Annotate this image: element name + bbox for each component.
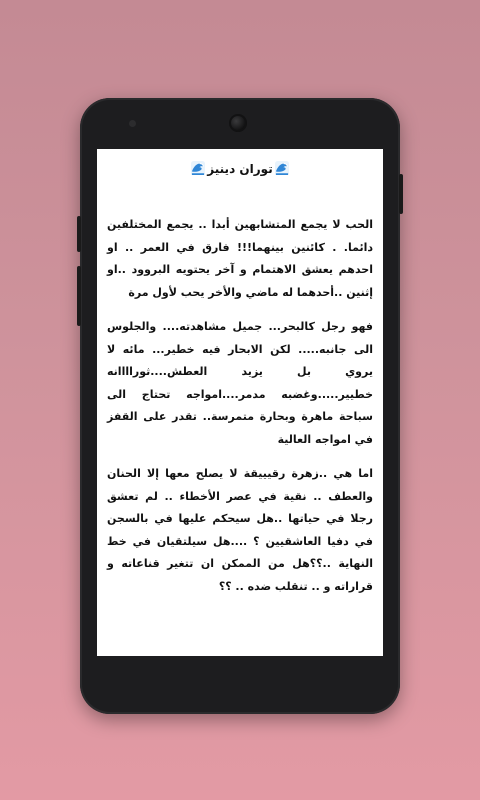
story-paragraph-3: اما هي ..زهرة رقيييقة لا يصلح معها إلا الحنان والعطف .. نقية في عصر الأخطاء .. لم تعشق رجلا في حياتها ..هل سيحكم عليها في بالسجن في دفيا العاشقيين ؟ ....هل سيلتقيان في خط النهاية ..؟؟هل من الممكن ان تتغير قناعاته و قراراته و .. تنقلب ضده .. ؟؟ [107,467,373,593]
wave-icon [275,161,289,175]
story-title-row [107,161,373,176]
phone-screen[interactable] [97,149,383,656]
power-button [399,174,403,214]
volume-down-button [77,266,81,326]
story-paragraph-2: فهو رجل كالبحر... جميل مشاهدته.... والجلوس الى جانبه..... لكن الابحار فيه خطير... مائه لا يروي بل يزيد العطش....ثوراااانه خطيير.....وغضبه مدمر....امواجه تحتاج الى سباحة ماهرة وبحارة متمرسة.. تقدر على القفز في امواجه العالية [107,320,373,446]
story-title: توران دينيز [207,162,273,176]
volume-up-button [77,216,81,252]
story-paragraph-1: الحب لا يجمع المتشابهين أبدا .. يجمع المختلفين دائما. . كائنين بينهما!!! فارق في العمر .. او احدهم يعشق الاهتمام و آخر يحتويه البروود ..او إثنين ..أحدهما له ماضي والأخر يحب لأول مرة [107,218,373,299]
story-content[interactable] [97,149,383,598]
proximity-sensor [129,120,136,127]
wave-icon [191,161,205,175]
front-camera [229,114,247,132]
phone-frame [80,98,400,714]
